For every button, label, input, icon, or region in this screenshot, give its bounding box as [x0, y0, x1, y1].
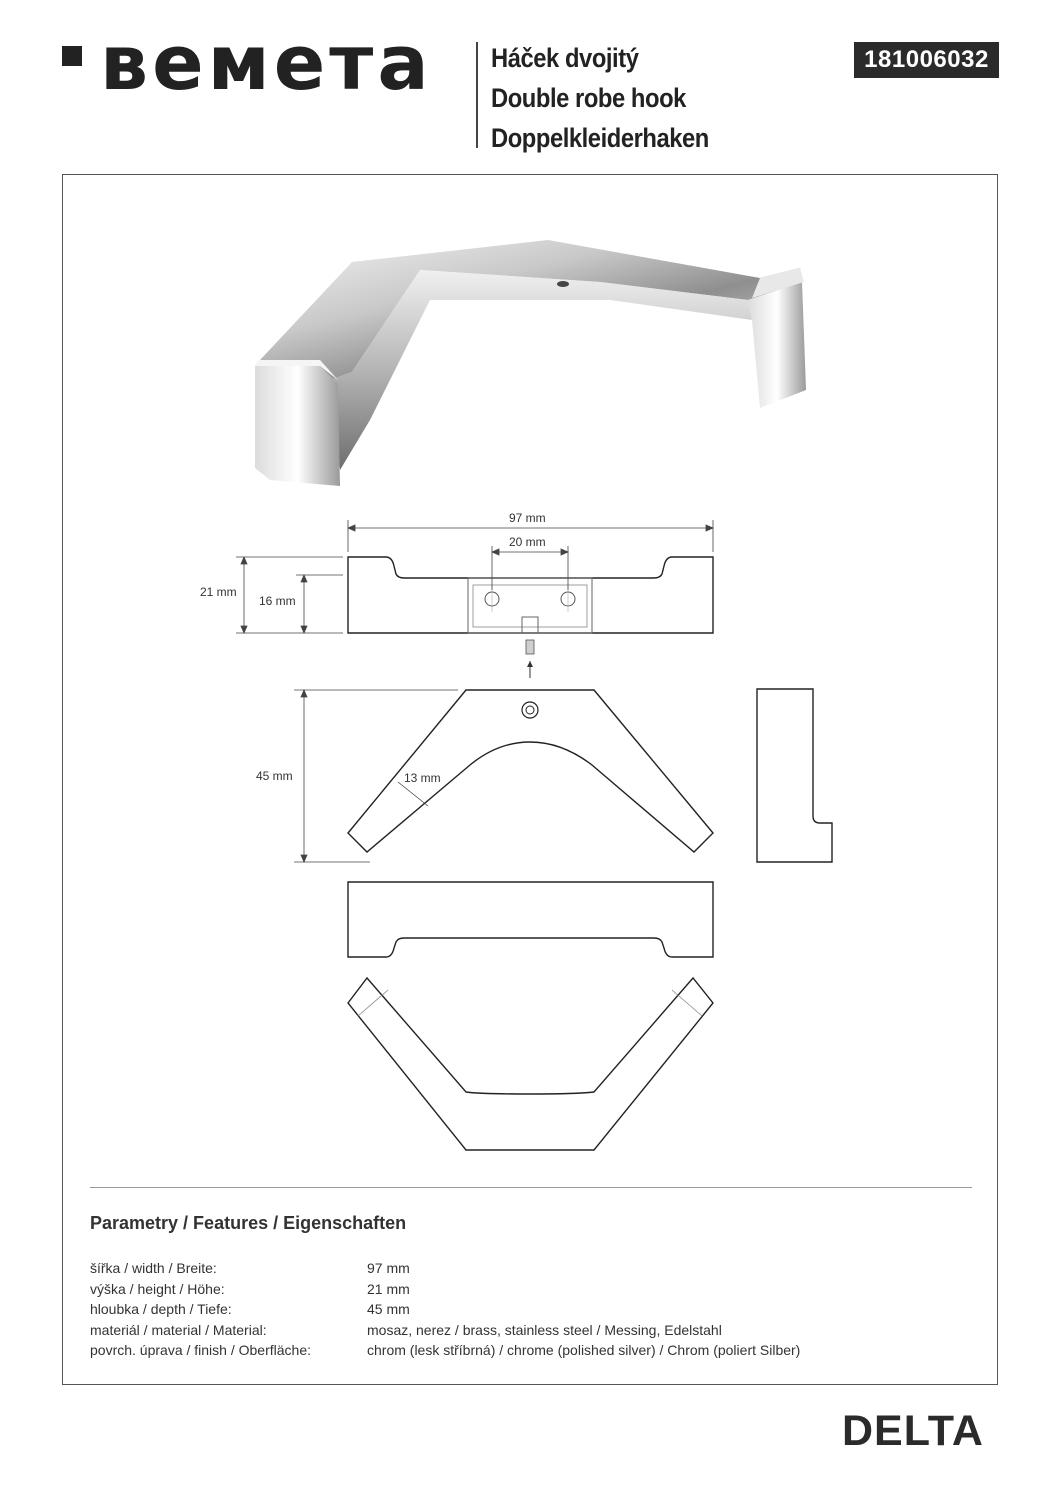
param-value: 97 mm [367, 1260, 410, 1276]
top-view [348, 690, 713, 852]
title-en: Double robe hook [491, 83, 686, 113]
param-value: chrom (lesk stříbrná) / chrome (polished silver) / Chrom (poliert Silber) [367, 1342, 801, 1358]
product-photo [255, 240, 806, 486]
dim-hole-spacing: 20 mm [509, 535, 546, 549]
title-cz: Háček dvojitý [491, 43, 639, 73]
product-code: 181006032 [854, 42, 999, 78]
param-label: výška / height / Höhe: [90, 1280, 225, 1297]
side-view [757, 689, 832, 862]
param-label: materiál / material / Material: [90, 1321, 267, 1338]
param-value: 45 mm [367, 1301, 410, 1317]
dim-inner-height: 16 mm [259, 594, 296, 608]
param-label: šířka / width / Breite: [90, 1260, 217, 1276]
params-heading: Parametry / Features / Eigenschaften [90, 1213, 407, 1233]
rear-view [348, 978, 713, 1150]
param-value: mosaz, nerez / brass, stainless steel / Messing, Edelstahl [367, 1321, 722, 1338]
front-view [348, 557, 713, 633]
logo-wordmark: ʙeмeтa [100, 18, 433, 107]
dim-width: 97 mm [509, 511, 546, 525]
dim-height: 21 mm [200, 585, 237, 599]
param-value: 21 mm [367, 1280, 410, 1297]
param-label: hloubka / depth / Tiefe: [90, 1301, 232, 1317]
set-screw [526, 640, 534, 678]
series-name: DELTA [842, 1407, 984, 1455]
param-label: povrch. úprava / finish / Oberfläche: [90, 1342, 311, 1358]
dim-depth: 45 mm [256, 769, 293, 783]
title-de: Doppelkleiderhaken [491, 123, 709, 153]
section-divider [90, 1187, 972, 1188]
bottom-view [348, 882, 713, 957]
dim-thickness: 13 mm [404, 771, 441, 785]
dimension-lines-front [236, 520, 713, 633]
